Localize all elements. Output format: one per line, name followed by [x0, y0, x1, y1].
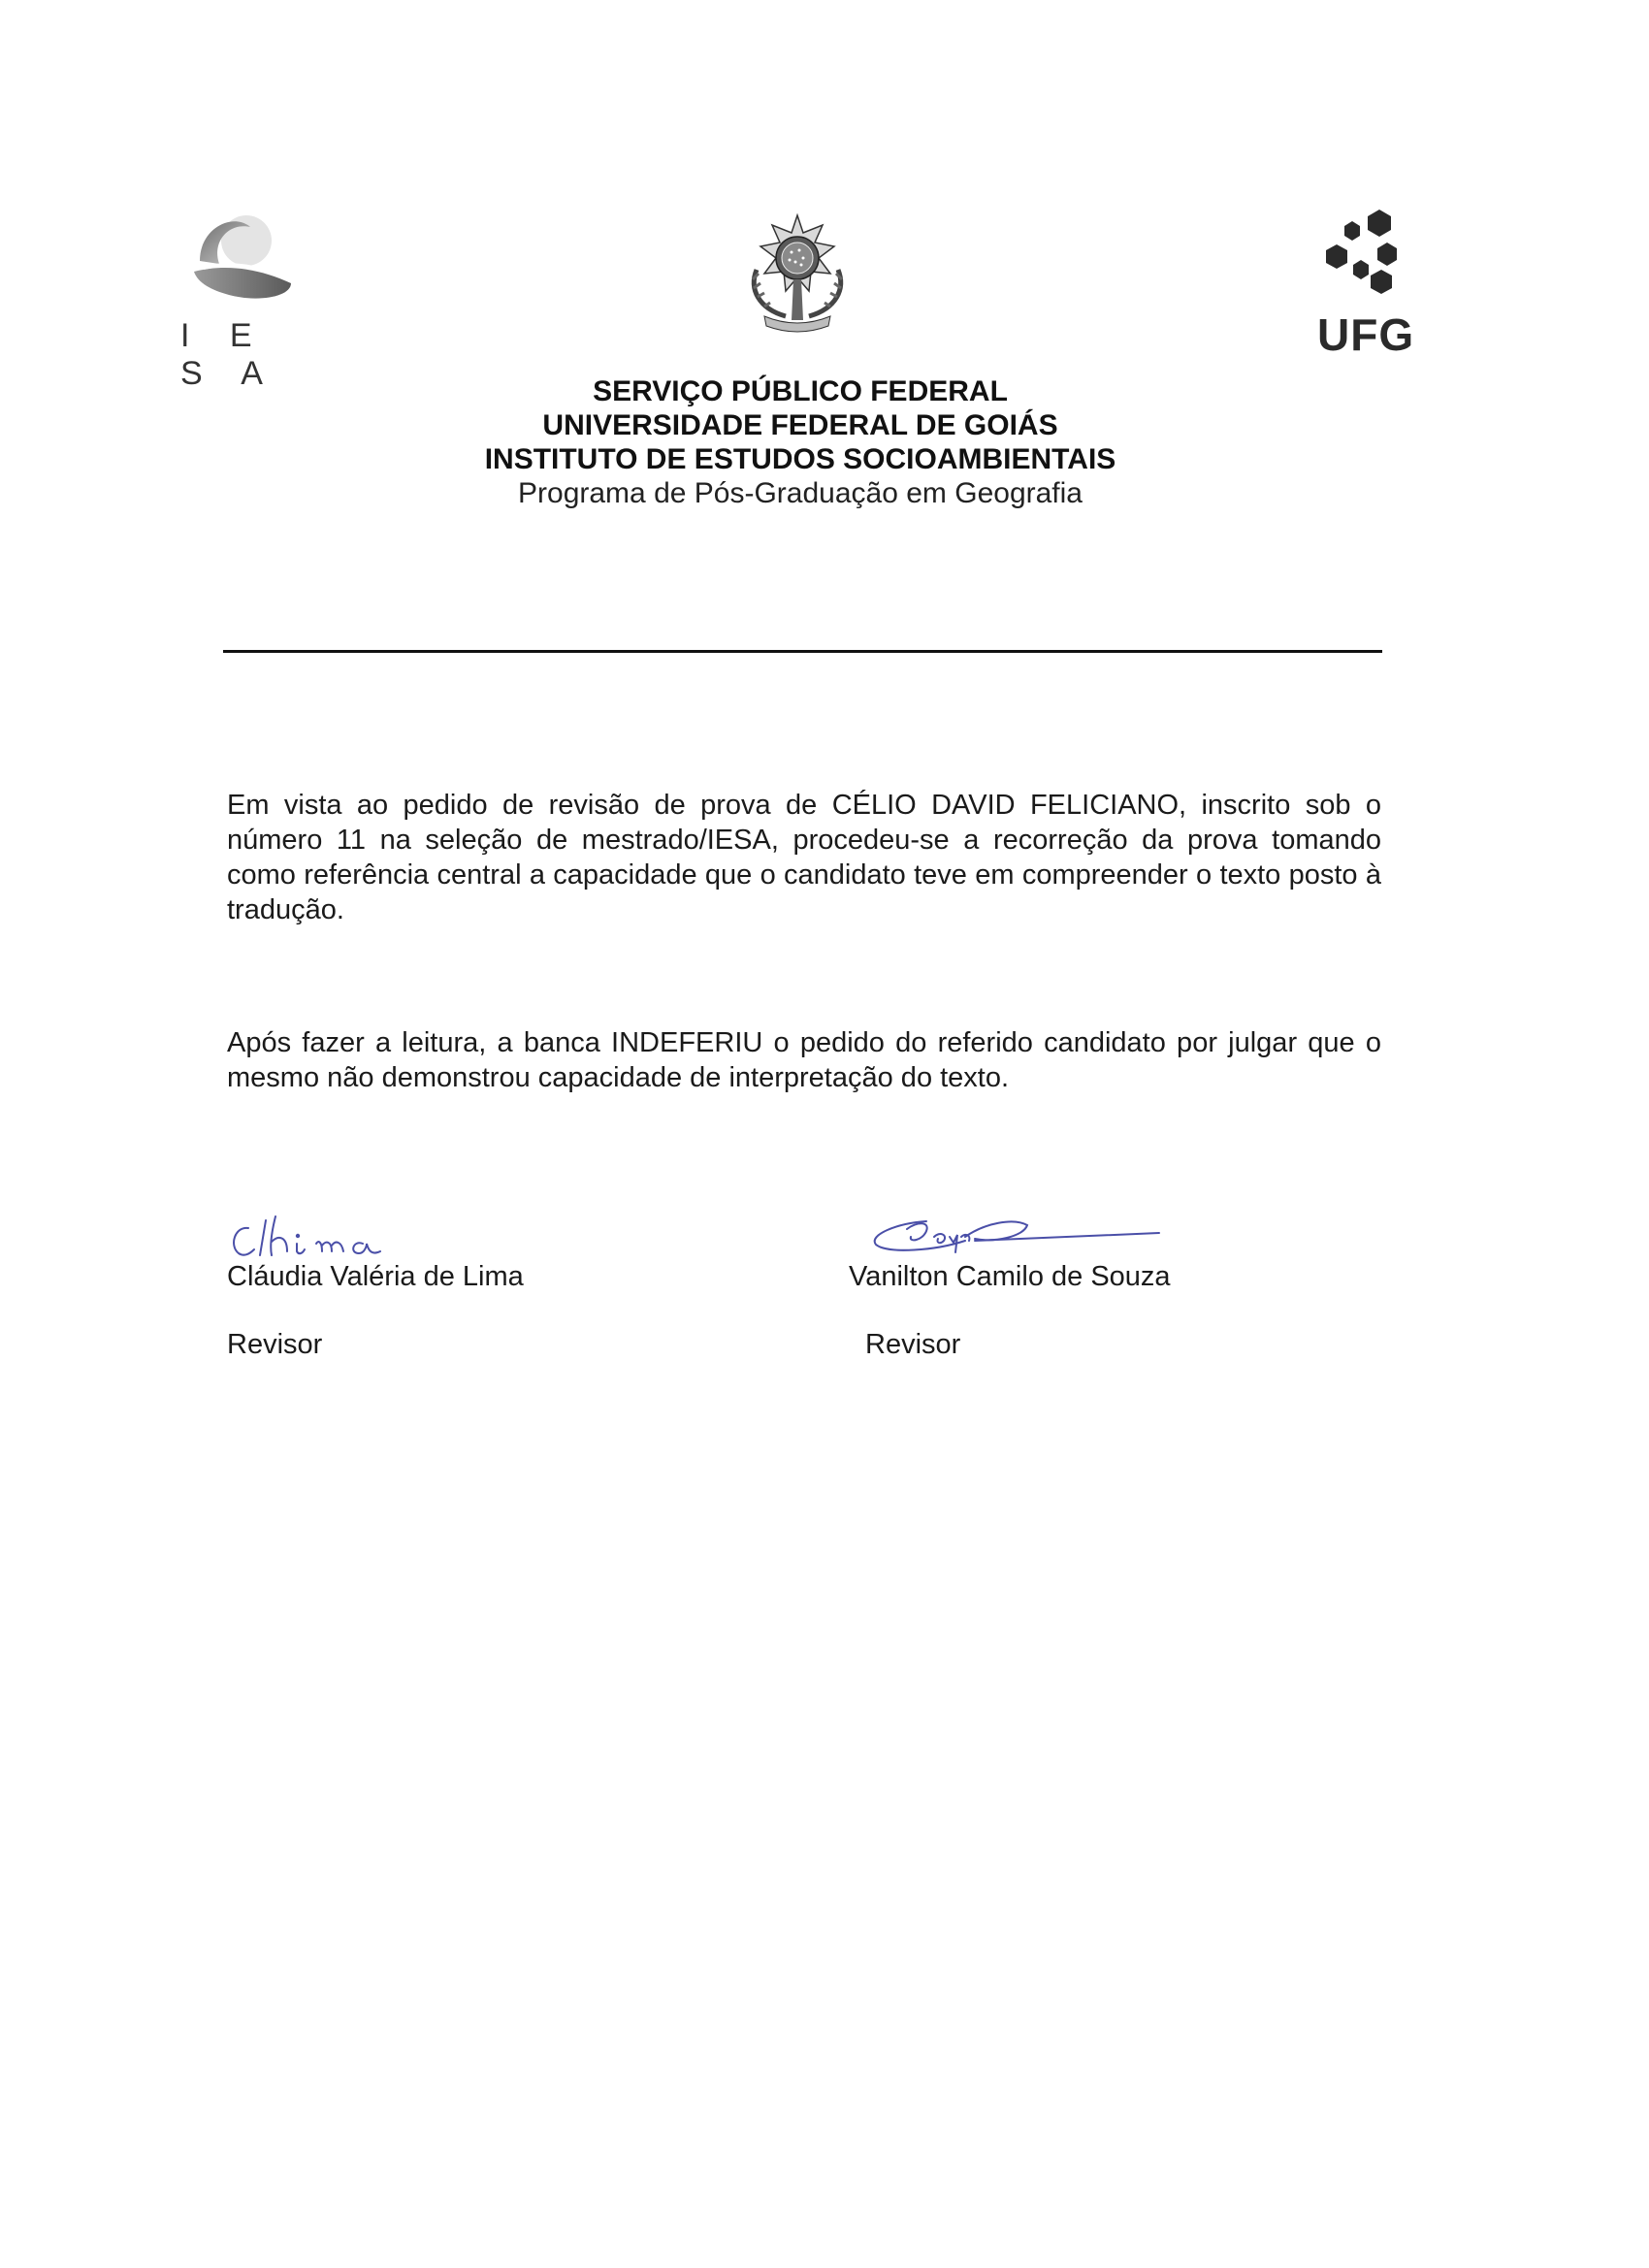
document-header	[291, 374, 1310, 510]
signature-block-left	[227, 1213, 712, 1360]
signer-role-right: Revisor	[865, 1329, 961, 1360]
header-line-1: SERVIÇO PÚBLICO FEDERAL	[593, 375, 1008, 407]
paragraph-2: Após fazer a leitura, a banca INDEFERIU o pedido do referido candidato por julgar que o mesmo não demonstrou capacidade de interpretação do texto.	[227, 1027, 1381, 1093]
ufg-hexagons-icon	[1319, 208, 1416, 305]
signer-name-right: Vanilton Camilo de Souza	[849, 1261, 1171, 1292]
header-line-2: UNIVERSIDADE FEDERAL DE GOIÁS	[542, 409, 1058, 441]
paragraph-1: Em vista ao pedido de revisão de prova de CÉLIO DAVID FELICIANO, inscrito sob o número 11 na seleção de mestrado/IESA, procedeu-se a recorreção da prova tomando como referência central a capacidade que o candidato teve em compreender o texto posto à tradução.	[227, 790, 1381, 925]
iesa-logo-text: I E S A	[180, 317, 278, 392]
brazil-coat-of-arms-icon	[739, 211, 856, 338]
header-divider	[223, 650, 1382, 653]
handwritten-signature-left	[227, 1213, 460, 1265]
header-line-3: INSTITUTO DE ESTUDOS SOCIOAMBIENTAIS	[484, 443, 1116, 475]
iesa-logo	[180, 208, 316, 392]
signer-role-left: Revisor	[227, 1329, 323, 1360]
header-program: Programa de Pós-Graduação em Geografia	[518, 477, 1083, 509]
ufg-logo-text: UFG	[1317, 309, 1415, 360]
signer-name-left: Cláudia Valéria de Lima	[227, 1261, 524, 1292]
ufg-logo	[1310, 208, 1426, 360]
handwritten-signature-right	[849, 1208, 1169, 1260]
iesa-emblem-icon	[190, 208, 297, 314]
signature-block-right	[849, 1208, 1334, 1360]
